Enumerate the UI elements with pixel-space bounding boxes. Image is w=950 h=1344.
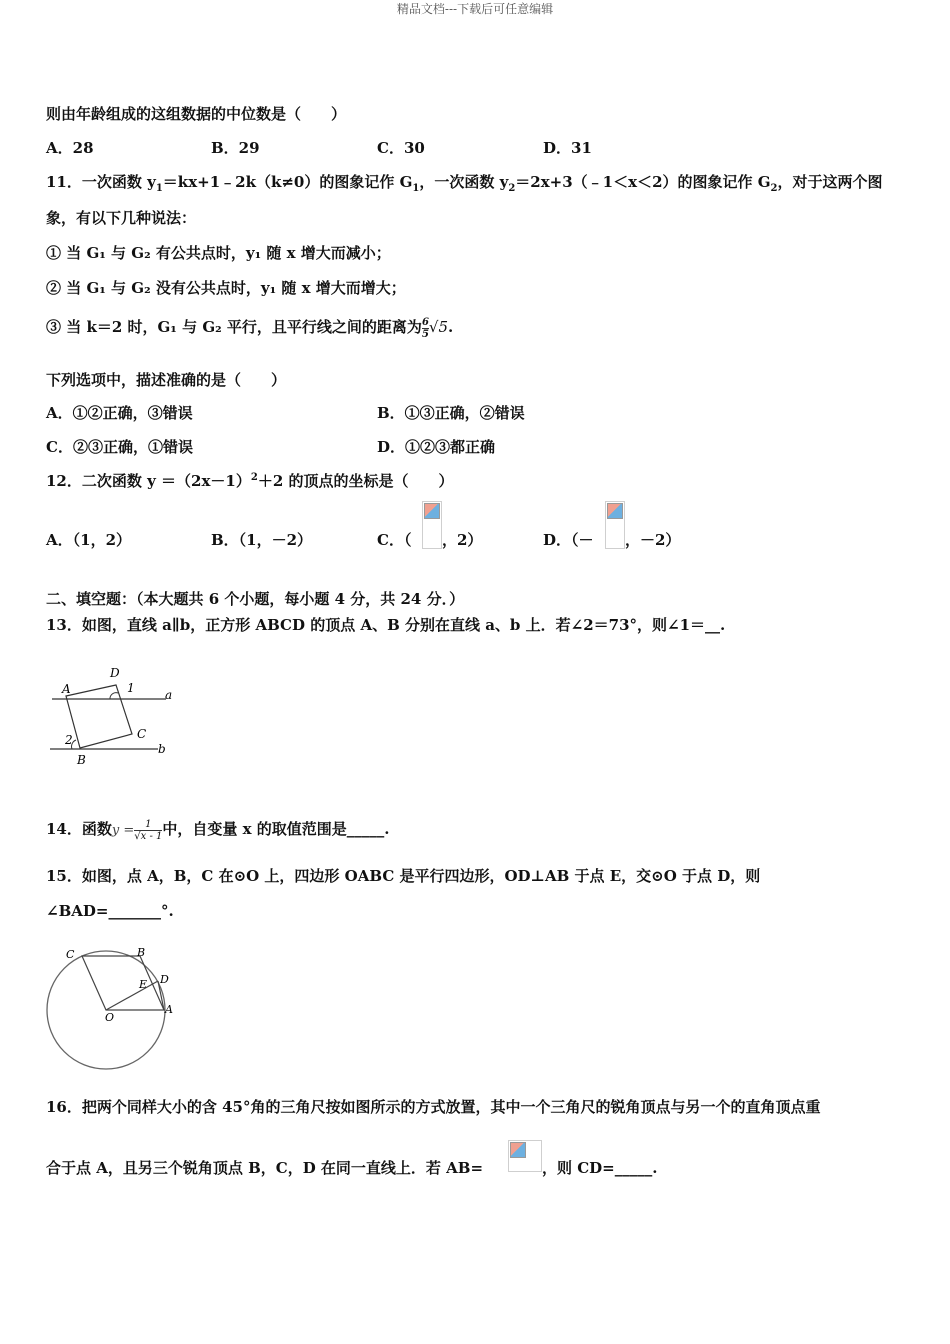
q11-line1: 11．一次函数 $y_1=kx+1﹣2k(k\ne 0)$的图象记作 $G_1$，一次函数 $y_2=2x+3(﹣1<x<2)$的图象记作 $G_2$，对于这两个图 (46, 173, 883, 194)
q12-option-a: A．（1，2） (46, 531, 132, 549)
q15-line1: 15．如图，点 A，B，C 在⊙O 上，四边形 OABC 是平行四边形，OD⊥AB 于点 E，交⊙O 于点 D，则 (46, 867, 761, 885)
parallelogram-oabc (82, 956, 164, 1010)
q12-option-c-rest: ，2） (442, 531, 483, 549)
q11-statement-3: ③ 当 k＝2 时，G₁ 与 G₂ 平行，且平行线之间的距离为 $\frac{6}{5}$ √5. (46, 316, 454, 340)
label-e-point: E (139, 978, 148, 991)
q-prev-option-a: A．28 (46, 139, 94, 157)
label-a-point: A (165, 1003, 173, 1016)
label-angle-1: 1 (127, 681, 135, 695)
fraction-six-fifths: $\frac{6}{5}$ (421, 316, 429, 340)
section-2-title: 二、填空题：（本大题共 6 个小题，每小题 4 分，共 24 分．） (46, 590, 465, 608)
segment-od (106, 981, 158, 1010)
label-d-point: D (160, 973, 169, 986)
q-prev-option-b: B．29 (211, 139, 260, 157)
q-prev-option-c: C．30 (377, 139, 425, 157)
q16-line1: 16．把两个同样大小的含 45°角的三角尺按如图所示的方式放置，其中一个三角尺的锐角顶点与另一个的直角顶点重 (46, 1098, 821, 1116)
q11-option-b: B．①③正确，②错误 (377, 404, 525, 422)
broken-image-icon (605, 501, 625, 549)
label-b-point: B (77, 753, 86, 767)
q11-option-a: A．①②正确，③错误 (46, 404, 193, 422)
q12-option-d-rest: ，－2） (625, 531, 681, 549)
q12-stem: 12．二次函数 $y =(2x-1)^2+2$ 的顶点的坐标是（ ） (46, 472, 454, 490)
q12-option-d: D．（－ (543, 531, 594, 549)
broken-image-icon (508, 1140, 542, 1172)
label-line-a: a (165, 688, 173, 702)
label-line-b: b (158, 742, 166, 756)
q12-option-c: C．（ (377, 531, 412, 549)
label-c-point: C (66, 948, 75, 961)
label-angle-2: 2 (65, 733, 73, 747)
label-d-point: D (110, 666, 120, 680)
q14-line: 14．函数y = $\frac{1}{√x - 1}$ 中，自变量 x 的取值范围是_____. (46, 818, 390, 842)
label-a-point: A (62, 682, 71, 696)
q11-line2: 象，有以下几种说法： (46, 209, 197, 227)
q15-line2: ∠BAD=_______°. (46, 902, 174, 920)
q11-option-c: C．②③正确，①错误 (46, 438, 193, 456)
label-o-point: O (105, 1011, 115, 1024)
page-header: 精品文档---下载后可任意编辑 (396, 2, 554, 16)
q13-stem: 13．如图，直线 a∥b，正方形 ABCD 的顶点 A、B 分别在直线 a、b 上．若∠2＝73°，则∠1＝__. (46, 616, 726, 634)
square-abcd (66, 685, 132, 748)
q-prev-option-d: D．31 (543, 139, 592, 157)
q15-figure (40, 940, 180, 1075)
q11-statement-2: ② 当 G₁ 与 G₂ 没有公共点时，y₁ 随 x 增大而增大； (46, 279, 406, 297)
label-c-point: C (137, 727, 147, 741)
q13-figure (46, 660, 186, 770)
broken-image-icon (422, 501, 442, 549)
q11-ask: 下列选项中，描述准确的是（ ） (46, 371, 287, 389)
label-b-point: B (137, 946, 146, 959)
q11-statement-1: ① 当 G₁ 与 G₂ 有公共点时，y₁ 随 x 增大而减小； (46, 244, 391, 262)
q16-line2b: ，则 CD=_____. (542, 1159, 658, 1177)
q-prev-stem: 则由年龄组成的这组数据的中位数是（ ） (46, 105, 347, 123)
fraction-1-over-sqrt: $\frac{1}{√x - 1}$ (134, 818, 163, 842)
q12-option-b: B．（1，－2） (211, 531, 313, 549)
q16-line2a: 合于点 A，且另三个锐角顶点 B，C，D 在同一直线上．若 AB= (46, 1159, 484, 1177)
q11-option-d: D．①②③都正确 (377, 438, 496, 456)
angle-1-arc (110, 693, 118, 699)
